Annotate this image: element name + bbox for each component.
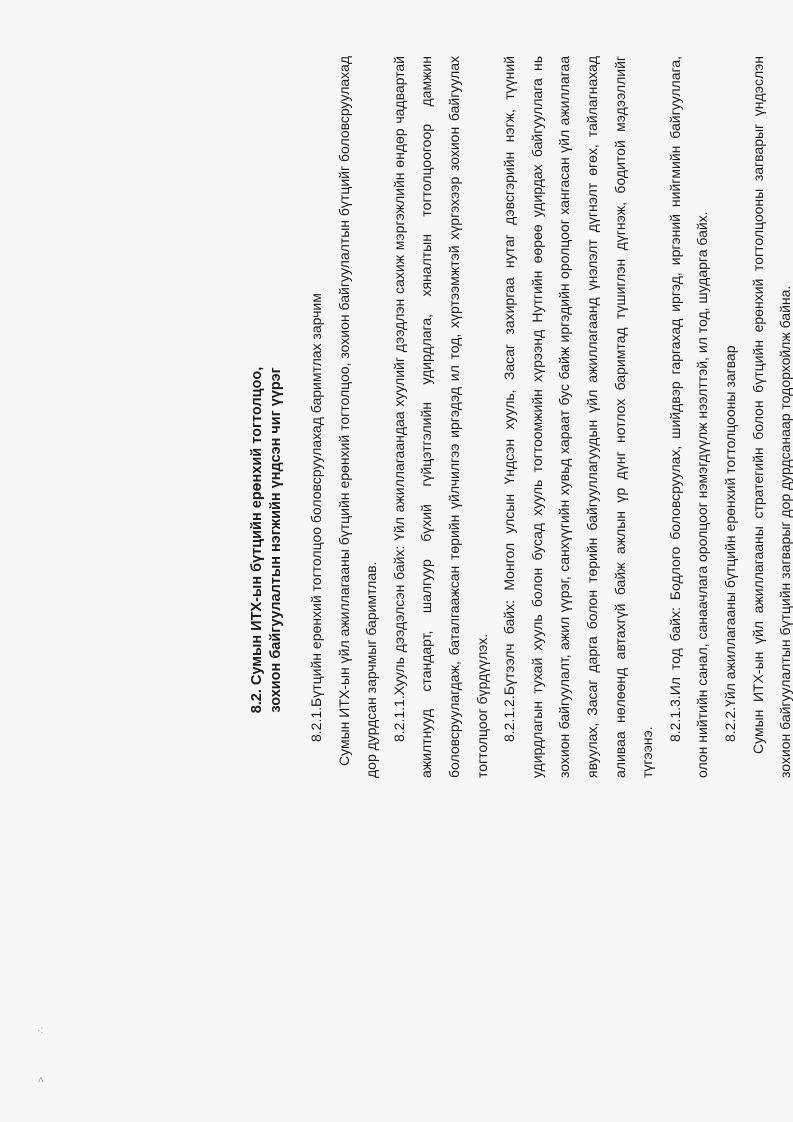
paragraph: 8.2.1.1.Хууль дээдэлсэн байх: Үйл ажиллагаандаа хуулийг дээдлэн сахиж мэргэжлийн өндөр чадвартай ажилтнууд стандарт, шалгуур бүхий гүйцэтгэлийн удирдлага, хяналтын тогтолцоогоор дамжин боловсруулагдаж, баталгаажсан төрийн үйлчилгээ иргэдэд ил тод, хүртээмжтэй хүргэхээр зохион байгуулах тогтолцоог бүрдүүлэх. (390, 56, 490, 778)
heading-line-1: 8.2. Сумын ИТХ-ын бүтцийн ерөнхий тогтолцоо, (249, 366, 265, 714)
rotated-page (163, 40, 793, 1040)
paragraph: 8.2.2.Үйл ажиллагааны бүтцийн ерөнхий тогтолцооны загвар (721, 345, 738, 742)
scan-speck: ˄ (38, 1075, 44, 1086)
paragraph: 8.2.1.Бүтцийн ерөнхий тогтолцоо боловсруулахад баримтлах зарчим (308, 293, 324, 742)
paragraph: 8.2.1.3.Ил тод байх: Бодлого боловсруулах, шийдвэр гаргахад иргэд, иргэний нийгмийн байгууллага, олон нийтийн санал, санаачлага оролцоог нэмэгдүүлж нээлттэй, ил тод, шударга байх. (666, 56, 711, 778)
scan-speck: ·: (37, 1025, 44, 1036)
paragraph: Сумын ИТХ-ын үйл ажиллагааны стратегийн болон бүтцийн ерөнхий тогтолцооны загварыг үндэслэн зохион байгуулалтын бүтцийн загварыг дор дурдсанаар тодорхойлж байна. (749, 56, 793, 778)
body-text (303, 56, 793, 778)
paragraph: Сумын ИТХ-ын үйл ажиллагааны бүтцийн ерөнхий тогтолцоо, зохион байгуулалтын бүтцийг боловсруулахад дор дурдсан зарчмыг баримтлав. (335, 56, 380, 778)
section-heading (248, 40, 286, 1040)
heading-line-2: зохион байгуулалтын нэгжийн үндсэн чиг үүрэг (268, 367, 284, 713)
paragraph: 8.2.1.2.Бүтээлч байх: Монгол улсын Үндсэн хууль, Засаг захиргаа нутаг дэвсгэрийн нэгж, түүний удирдлагын тухай хууль болон бусад хууль тогтоомжийн хүрээнд Нутгийн өөрөө удирдах байгууллага нь зохион байгуулалт, ажил үүрэг, санхүүгийн хувьд хараат бус байж иргэдийн оролцоог хангасан үйл ажиллагаа явуулах, Засаг дарга болон төрийн байгууллагуудын үйл ажиллагаанд үнэлэлт дүгнэлт өгөх, тайлагнахад аливаа нөлөөнд автахгүй байж ажлын үр дүнг нотлох баримтад түшиглэн дүгнэж, бодитой мэдээллийг түгээнэ. (501, 56, 656, 778)
